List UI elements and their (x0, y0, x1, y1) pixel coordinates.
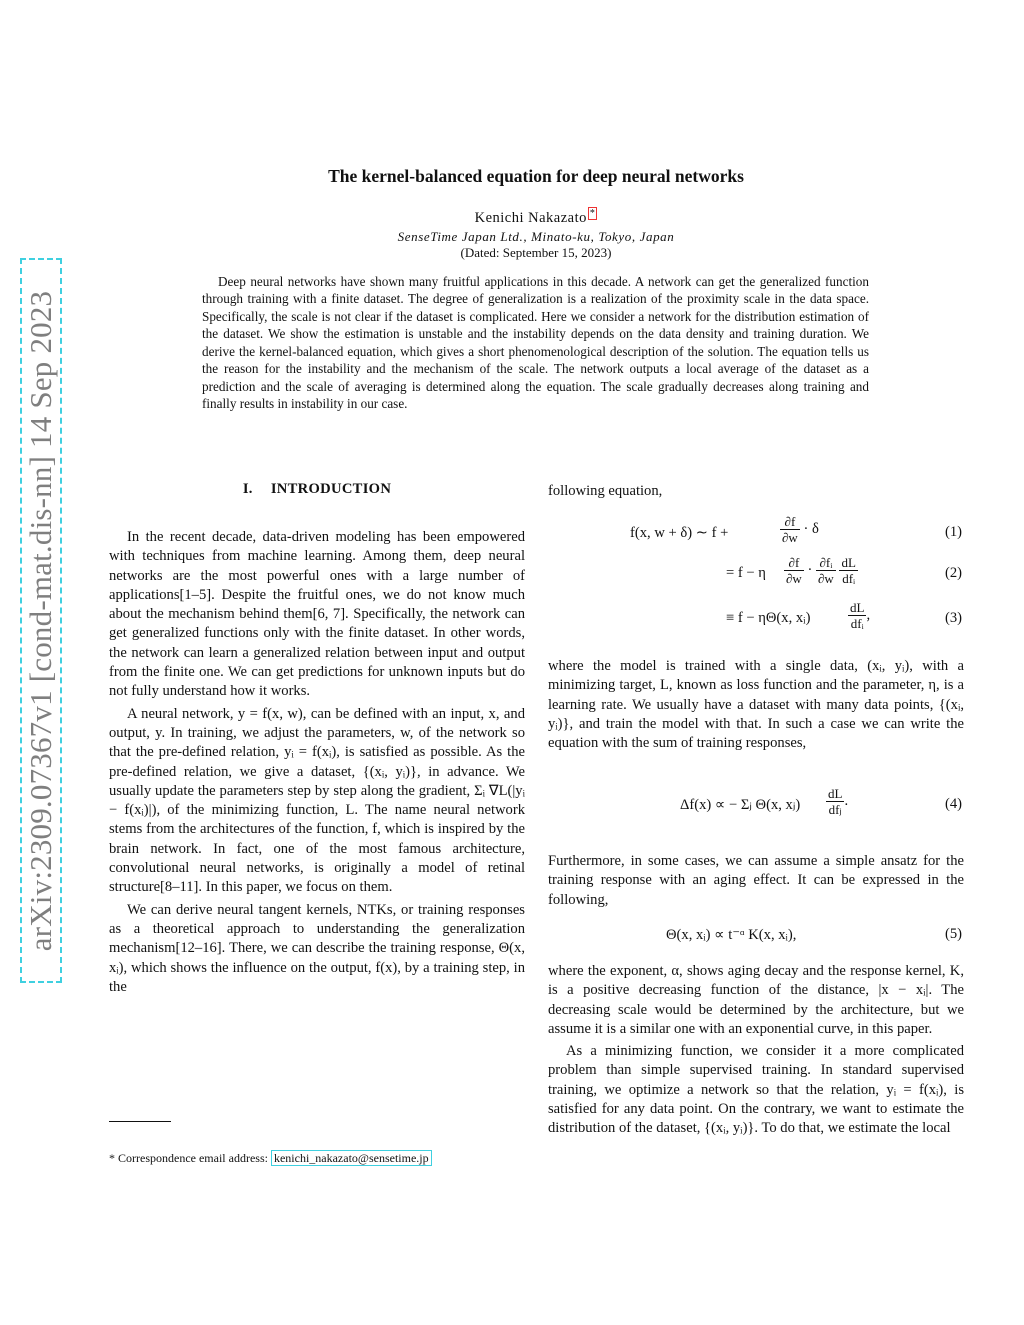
intro-paragraph-3: We can derive neural tangent kernels, NTKs, or training responses as a theoretical approach to understanding the generalization mechanism[12–16]. There, we can describe the training response, Θ(x, xᵢ), which shows the influence on the output, f(x), by a training step, in the (109, 901, 525, 995)
eq4-tail: . (844, 792, 849, 809)
equation-3 (548, 600, 964, 640)
equation-1 (548, 514, 964, 554)
eq1-frac-den: ∂w (782, 530, 798, 545)
section-number: I. (242, 481, 253, 497)
footnote (109, 1151, 529, 1166)
right-paragraph-1-wrap (548, 657, 964, 753)
arxiv-stamp[interactable] (20, 258, 62, 983)
right-intro-line: following equation, (548, 483, 663, 499)
eq5-body: Θ(x, xᵢ) ∝ t⁻ᵅ K(x, xᵢ), (666, 927, 797, 943)
eq3-tail: , (866, 606, 871, 623)
eq2-lhs: = f − η (726, 565, 766, 581)
eq2-fraction-2 (816, 555, 836, 586)
eq3-lhs: ≡ f − ηΘ(x, xᵢ) (726, 610, 811, 626)
right-paragraph-1: where the model is trained with a single data, (xᵢ, yᵢ), with a minimizing target, L, known as loss function and the parameter, η, is a learning rate. We usually have a dataset with many data points, {(xᵢ, yᵢ)}, and train the model with that. In such a case we can write the equation with the sum of training responses, (548, 658, 964, 752)
eq4-fraction (826, 786, 844, 817)
paper-title: The kernel-balanced equation for deep neural networks (328, 166, 744, 186)
footnote-rule (109, 1121, 171, 1122)
section-heading (109, 481, 525, 498)
left-column (109, 528, 525, 997)
equation-2 (548, 555, 964, 595)
author-line (0, 208, 1024, 227)
equation-4 (548, 786, 964, 826)
equation-5 (548, 918, 964, 958)
section-title: INTRODUCTION (270, 481, 392, 497)
eq3-frac-den: dfᵢ (850, 616, 864, 631)
author-name: Kenichi Nakazato (474, 209, 587, 226)
eq1-number: (1) (944, 524, 962, 540)
arxiv-stamp-text: arXiv:2309.07367v1 [cond-mat.dis-nn] 14 Sep 2023 (23, 290, 58, 951)
eq1-lhs: f(x, w + δ) ∼ f + (630, 525, 729, 541)
eq2-f1-den: ∂w (786, 571, 802, 586)
eq2-f3-den: dfᵢ (842, 571, 856, 586)
eq4-lhs: Δf(x) ∝ − Σⱼ Θ(x, xⱼ) (680, 797, 801, 813)
eq1-tail: · δ (803, 520, 819, 537)
right-column-intro (548, 482, 964, 501)
eq3-fraction (848, 600, 866, 631)
eq1-frac-num: ∂f (780, 514, 800, 530)
eq2-mid: · (807, 561, 813, 578)
right-paragraph-2: Furthermore, in some cases, we can assume a simple ansatz for the training response with an aging effect. It can be expressed in the following, (548, 853, 964, 908)
intro-paragraph-1: In the recent decade, data-driven modeling has been empowered with techniques from machine learning. Among them, deep neural networks are the most powerful ones with a large number of applications[1–5]. Despite the fruitful ones, we do not know much about the mechanism behind them[6, 7]. Specifically, the network can get generalized functions only with the finite dataset. In other words, the network can learn a generalized relation between input and output from the finite one. We can get predictions for unknown inputs but do not fully understand how it works. (109, 529, 525, 700)
eq2-fraction-3 (839, 555, 857, 586)
footnote-label: * Correspondence email address: (109, 1151, 268, 1165)
eq3-number: (3) (944, 610, 962, 626)
author-footnote-mark[interactable]: * (589, 208, 596, 219)
affiliation: SenseTime Japan Ltd., Minato-ku, Tokyo, Japan (397, 229, 675, 244)
eq3-frac-num: dL (850, 600, 865, 615)
eq2-f1-num: ∂f (784, 555, 804, 571)
intro-paragraph-2: A neural network, y = f(x, w), can be defined with an input, x, and output, y. In training, we adjust the parameters, w, of the network so that the pre-defined relation, yᵢ = f(xᵢ), is satisfied as possible. As the pre-defined relation, we give a dataset, {(xᵢ, yᵢ)}, in advance. We usually update the parameters step by step along the gradient, Σᵢ ∇L(|yᵢ − f(xᵢ)|), of the minimizing function, L. The name neural network stems from the architectures of the function, f, which is inspired by the brain network. In fact, one of the most famous architecture, convolutional neural networks, is originally a model of retinal structure[8–11]. In this paper, we focus on them. (109, 705, 525, 896)
dated-line: (Dated: September 15, 2023) (460, 245, 612, 260)
eq2-f2-den: ∂w (818, 571, 834, 586)
right-paragraph-2-wrap (548, 852, 964, 910)
eq4-frac-den: dfⱼ (828, 802, 842, 817)
eq4-frac-num: dL (828, 786, 843, 801)
eq2-f2-num: ∂fᵢ (816, 555, 836, 571)
footnote-email-link[interactable]: kenichi_nakazato@sensetime.jp (271, 1150, 432, 1166)
right-paragraph-4: As a minimizing function, we consider it a more complicated problem than simple supervised training. In standard supervised training, we optimize a network so that the relation, yᵢ = f(xᵢ), is satisfied for any data point. On the contrary, we want to estimate the distribution of the dataset, {(xᵢ, yᵢ)}. To do that, we estimate the local (548, 1043, 964, 1137)
eq2-number: (2) (944, 565, 962, 581)
right-paragraph-3-wrap (548, 962, 964, 1139)
abstract: Deep neural networks have shown many fruitful applications in this decade. A network can get the generalized function through training with a finite dataset. The degree of generalization is a realization of the proximity scale in the data space. Specifically, the scale is not clear if the dataset is complicated. Here we consider a network for the distribution estimation of the dataset. We show the estimation is unstable and the instability depends on the data density and training duration. We derive the kernel-balanced equation, which gives a short phenomenological description of the solution. The equation tells us the reason for the instability and the mechanism of the scale. The network outputs a local average of the dataset as a prediction and the scale of averaging is determined along the equation. The scale gradually decreases along training and finally results in instability in our case. (202, 274, 869, 412)
eq2-f3-num: dL (841, 555, 856, 570)
right-paragraph-3: where the exponent, α, shows aging decay and the response kernel, K, is a positive decreasing function of the distance, |x − xᵢ|. The decreasing scale would be determined by the architecture, but we assume it is a similar one with an exponential curve, in this paper. (548, 963, 964, 1037)
eq5-number: (5) (944, 926, 962, 942)
eq1-fraction (780, 514, 800, 545)
eq4-number: (4) (944, 796, 962, 812)
eq2-fraction-1 (784, 555, 804, 586)
